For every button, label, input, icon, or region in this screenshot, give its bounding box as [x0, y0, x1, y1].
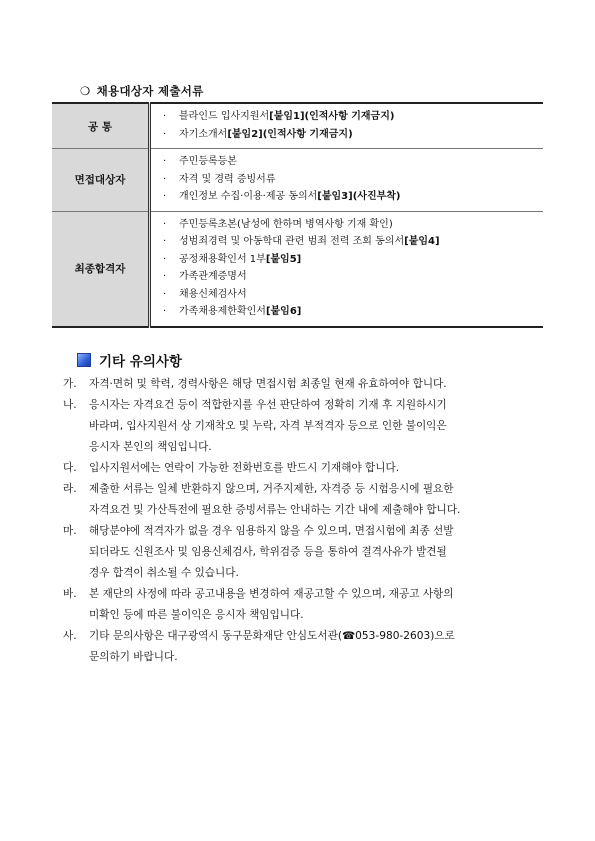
list-item: [163, 251, 543, 269]
note-line: [63, 458, 553, 479]
note-marker: 사.: [63, 630, 77, 642]
required-documents-table: [52, 102, 543, 328]
note-text: 기타 문의사항은 대구광역시 동구문화재단 안심도서관(☎053-980-2603)으로: [89, 630, 455, 642]
note-line: [63, 584, 553, 605]
note-text: 응시자는 자격요건 등이 적합한지를 우선 판단하여 정확히 기재 후 지원하시기: [89, 399, 447, 411]
note-line: [63, 479, 553, 500]
list-item: [163, 188, 543, 206]
note-line: [63, 563, 553, 584]
list-item: [163, 108, 543, 126]
row-label: 최종합격자: [52, 211, 150, 327]
bullet-dot: ·: [163, 253, 167, 265]
attachment-reference: [붙임6]: [265, 306, 302, 317]
bullet-dot: ·: [163, 128, 167, 140]
note-line: [63, 626, 553, 647]
notes-heading: [77, 350, 182, 370]
note-text: 자격요건 및 가산특전에 필요한 증빙서류는 안내하는 기간 내에 제출해야 합니다.: [89, 504, 461, 516]
note-line: [63, 437, 553, 458]
bullet-dot: ·: [163, 288, 167, 300]
note-line: [63, 647, 553, 668]
row-items: [150, 103, 544, 149]
list-item: [163, 126, 543, 144]
list-item: [163, 171, 543, 189]
note-marker: 가.: [63, 378, 77, 390]
note-text: 본 재단의 사정에 따라 공고내용을 변경하여 재공고할 수 있으며, 재공고 사항의: [89, 588, 454, 600]
bullet-dot: ·: [163, 156, 167, 167]
list-item: [163, 216, 543, 234]
row-label: 면접대상자: [52, 149, 150, 212]
note-text: 자격·면허 및 학력, 경력사항은 해당 면접시험 최종일 현재 유효하여야 합니다.: [89, 378, 447, 390]
note-line: [63, 374, 553, 395]
note-line: [63, 605, 553, 626]
table-row: [52, 103, 543, 149]
note-marker: 바.: [63, 588, 77, 600]
note-text: 응시자 본인의 책임입니다.: [89, 441, 212, 453]
attachment-reference: [붙임5]: [265, 253, 302, 265]
list-item: [163, 153, 543, 171]
section-title-text: 채용대상자 제출서류: [96, 84, 204, 98]
item-text: 개인정보 수집·이용·제공 동의서: [179, 191, 318, 202]
note-text: 제출한 서류는 일체 반환하지 않으며, 거주지제한, 자격증 등 시험응시에 필요한: [89, 483, 454, 495]
item-text: 가족채용제한확인서: [179, 306, 266, 317]
table-row: [52, 211, 543, 327]
blue-square-icon: [77, 353, 91, 367]
list-item: [163, 233, 543, 251]
attachment-reference: [붙임2](인적사항 기재금지): [227, 128, 353, 140]
notes-heading-text: 기타 유의사항: [99, 354, 182, 370]
note-line: [63, 395, 553, 416]
attachment-reference: [붙임1](인적사항 기재금지): [269, 111, 395, 122]
item-text: 채용신체검사서: [179, 288, 247, 300]
note-text: 미확인 등에 따른 불이익은 응시자 책임입니다.: [89, 609, 304, 621]
list-item: [163, 268, 543, 286]
note-text: 문의하기 바랍니다.: [89, 651, 178, 663]
note-text: 입사지원서에는 연락이 가능한 전화번호를 반드시 기재해야 합니다.: [89, 462, 400, 474]
note-text: 경우 합격이 취소될 수 있습니다.: [89, 567, 239, 579]
list-item: [163, 286, 543, 304]
list-item: [163, 303, 543, 321]
note-text: 해당분야에 적격자가 없을 경우 임용하지 않을 수 있으며, 면접시험에 최종 선발: [89, 525, 454, 537]
note-text: 되더라도 신원조사 및 임용신체검사, 학위검증 등을 통하여 결격사유가 발견될: [89, 546, 447, 558]
item-text: 주민등록초본(남성에 한하며 병역사항 기재 확인): [179, 218, 393, 230]
bullet-dot: ·: [163, 306, 167, 317]
item-text: 공정채용확인서 1부: [179, 253, 266, 265]
bullet-dot: ·: [163, 236, 167, 247]
note-line: [63, 416, 553, 437]
bullet-dot: ·: [163, 218, 167, 230]
section-title: [80, 83, 204, 99]
note-line: [63, 521, 553, 542]
note-text: 바라며, 입사지원서 상 기재착오 및 누락, 자격 부적격자 등으로 인한 불이익은: [89, 420, 447, 432]
note-marker: 마.: [63, 525, 77, 537]
bullet-dot: ·: [163, 111, 167, 122]
item-text: 주민등록등본: [179, 156, 237, 167]
note-marker: 다.: [63, 462, 77, 474]
attachment-reference: [붙임4]: [404, 236, 440, 247]
note-marker: 나.: [63, 399, 77, 411]
row-items: [150, 149, 544, 212]
bullet-dot: ·: [163, 173, 167, 185]
item-text: 자격 및 경력 증빙서류: [179, 173, 276, 185]
note-line: [63, 542, 553, 563]
attachment-reference: [붙임3](사진부착): [317, 191, 401, 202]
notes-list: [63, 374, 553, 668]
row-label: 공 통: [52, 103, 150, 149]
bullet-dot: ·: [163, 191, 167, 202]
bullet-dot: ·: [163, 271, 167, 282]
note-marker: 라.: [63, 483, 77, 495]
note-line: [63, 500, 553, 521]
circle-bullet-icon: ❍: [80, 84, 91, 98]
row-items: [150, 211, 544, 327]
item-text: 자기소개서: [179, 128, 228, 140]
item-text: 블라인드 입사지원서: [179, 111, 270, 122]
item-text: 성범죄경력 및 아동학대 관련 범죄 전력 조회 동의서: [179, 236, 405, 247]
item-text: 가족관계증명서: [179, 271, 247, 282]
table-row: [52, 149, 543, 212]
